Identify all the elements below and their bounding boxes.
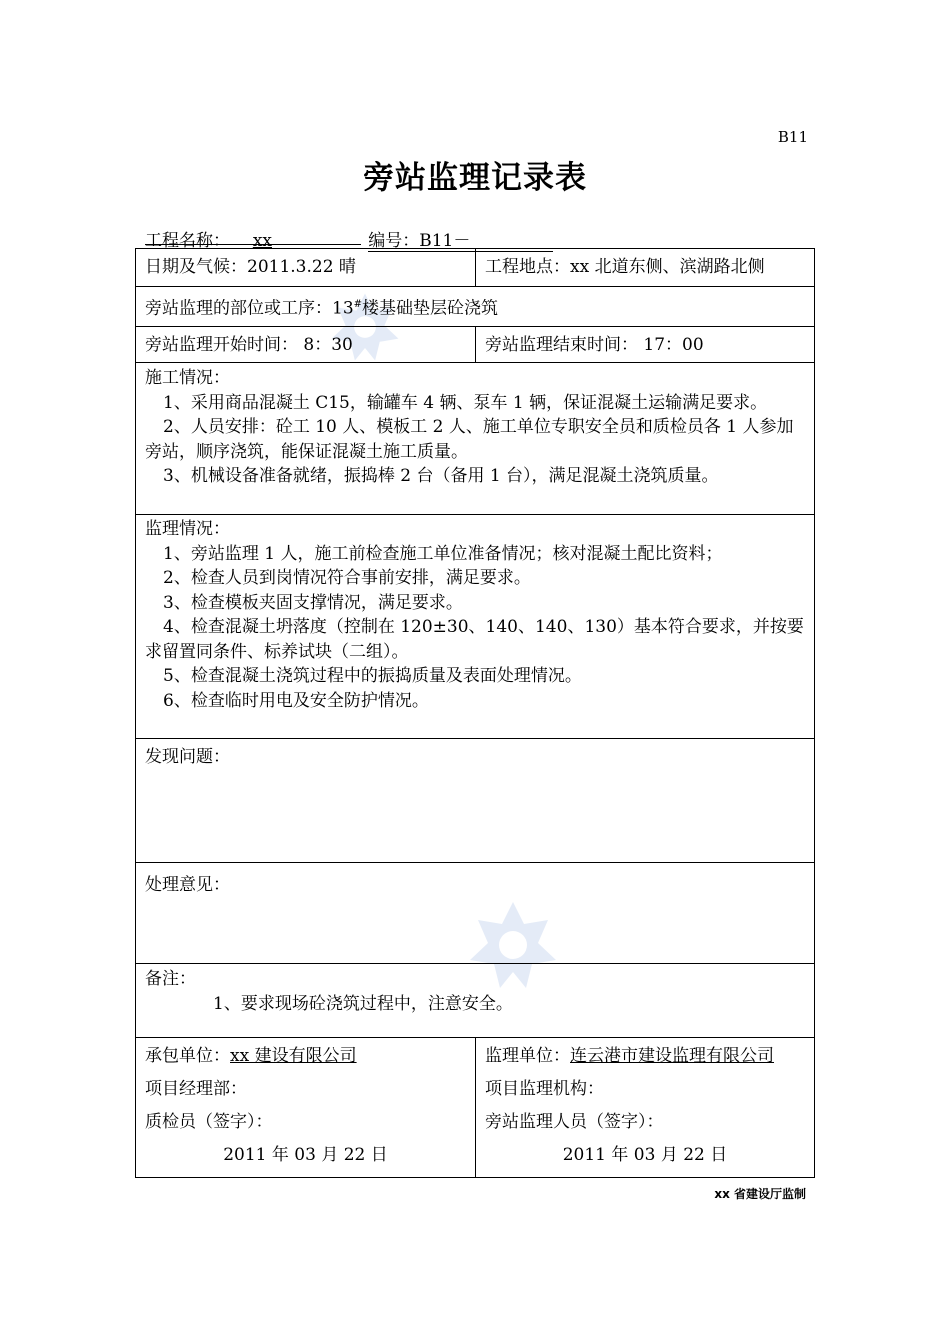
supervisor-section xyxy=(476,1038,814,1177)
project-manager-label: 项目经理部： xyxy=(145,1079,247,1099)
project-name-label: 工程名称： xyxy=(145,231,230,251)
position-suffix: 楼基础垫层砼浇筑 xyxy=(362,298,499,319)
row-problems xyxy=(136,739,814,863)
row-construction xyxy=(136,363,814,515)
remarks-section xyxy=(136,964,814,1037)
inspector-signature-label: 质检员（签字）： xyxy=(145,1112,273,1132)
supervision-item: 5、检查混凝土浇筑过程中的振捣质量及表面处理情况。 xyxy=(163,666,582,686)
row-opinion xyxy=(136,863,814,964)
construction-section xyxy=(136,363,814,514)
footer-note: xx 省建设厅监制 xyxy=(714,1187,806,1201)
end-time: 旁站监理结束时间： 17：00 xyxy=(485,335,704,355)
construction-item: 3、机械设备准备就绪，振捣棒 2 台（备用 1 台），满足混凝土浇筑质量。 xyxy=(163,466,719,486)
row-date-location xyxy=(136,249,814,287)
supervision-org-label: 项目监理机构： xyxy=(485,1079,604,1099)
project-name-underline xyxy=(145,244,361,245)
row-supervision xyxy=(136,515,814,739)
project-location: 工程地点：xx 北道东侧、滨湖路北侧 xyxy=(485,257,765,277)
contractor-name: xx 建设有限公司 xyxy=(230,1046,357,1066)
date-weather: 日期及气候：2011.3.22 晴 xyxy=(145,257,356,277)
row-position xyxy=(136,287,814,327)
supervision-label: 监理情况： xyxy=(145,519,230,539)
supervision-item: 1、旁站监理 1 人，施工前检查施工单位准备情况；核对混凝土配比资料； xyxy=(163,543,723,564)
contractor-label: 承包单位： xyxy=(145,1046,230,1066)
position-prefix: 旁站监理的部位或工序：13 xyxy=(145,298,354,319)
row-times xyxy=(136,327,814,363)
opinion-label: 处理意见： xyxy=(145,875,230,895)
position-sup: # xyxy=(353,299,363,310)
construction-label: 施工情况： xyxy=(145,368,230,388)
remarks-item: 1、要求现场砼浇筑过程中，注意安全。 xyxy=(213,993,513,1014)
row-signatures xyxy=(136,1038,814,1177)
supervision-item: 3、检查模板夹固支撑情况，满足要求。 xyxy=(163,592,463,613)
supervision-section xyxy=(136,515,814,738)
supervision-form xyxy=(135,248,815,1178)
supervision-item: 4、检查混凝土坍落度（控制在 120±30、140、140、130）基本符合要求，并按要求留置同条件、标养试块（二组）。 xyxy=(145,617,804,662)
remarks-label: 备注： xyxy=(145,969,196,989)
construction-item: 1、采用商品混凝土 C15，输罐车 4 辆、泵车 1 辆，保证混凝土运输满足要求。 xyxy=(163,392,768,413)
supervisor-label: 监理单位： xyxy=(485,1046,570,1066)
row-remarks xyxy=(136,964,814,1038)
contractor-date: 2011 年 03 月 22 日 xyxy=(223,1145,388,1165)
supervision-position xyxy=(136,287,814,326)
construction-item: 2、人员安排：砼工 10 人、模板工 2 人、施工单位专职安全员和质检员各 1 人参加旁站，顺序浇筑，能保证混凝土施工质量。 xyxy=(145,417,794,462)
project-name-value: xx xyxy=(252,231,272,251)
supervisor-date: 2011 年 03 月 22 日 xyxy=(562,1145,728,1165)
supervision-item: 2、检查人员到岗情况符合事前安排，满足要求。 xyxy=(163,568,531,588)
page-code: B11 xyxy=(777,128,808,146)
supervision-item: 6、检查临时用电及安全防护情况。 xyxy=(163,690,429,711)
form-code: 编号：B11－ xyxy=(368,226,553,252)
problems-label: 发现问题： xyxy=(145,747,230,767)
start-time: 旁站监理开始时间： 8：30 xyxy=(145,335,353,355)
supervisor-name: 连云港市建设监理有限公司 xyxy=(570,1046,774,1066)
supervisor-signature-label: 旁站监理人员（签字）： xyxy=(485,1112,664,1132)
page-title: 旁站监理记录表 xyxy=(363,160,587,196)
contractor-section xyxy=(136,1038,475,1177)
